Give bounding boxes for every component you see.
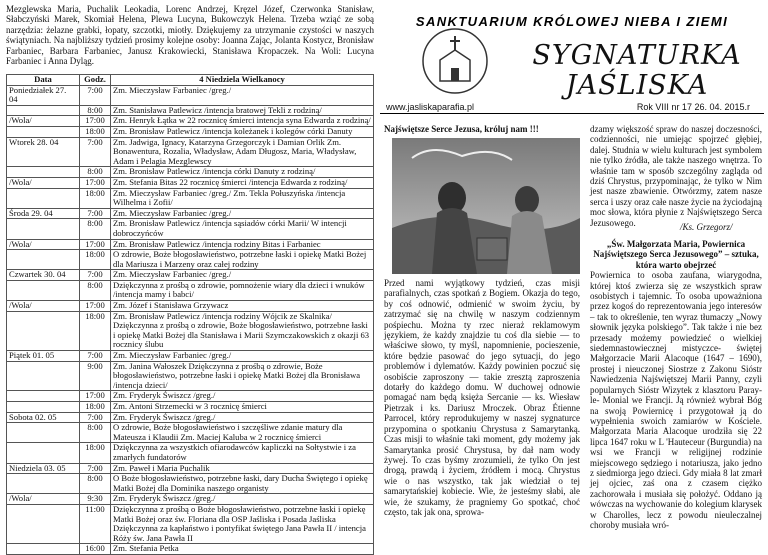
schedule-row [7,544,374,555]
schedule-row [7,443,374,463]
schedule-intention: Zm. Mieczysław Farbaniec /greg./ [111,208,374,219]
schedule-row [7,361,374,391]
schedule-time: 17:00 [80,391,111,402]
schedule-row [7,412,374,423]
schedule-row [7,494,374,505]
schedule-date: /Wola/ [7,494,80,505]
schedule-time: 7:00 [80,208,111,219]
schedule-time: 8:00 [80,423,111,443]
schedule-date [7,423,80,443]
schedule-intention: Zm. Mieczysław Farbaniec /greg./ [111,85,374,105]
schedule-intention: Zm. Bronisław Patlewicz /intencja córki Danuty z rodziną/ [111,167,374,178]
col-date-header: Data [7,75,80,86]
schedule-intention: Zm. Bronisław Patlewicz /intencja sąsiadów córki Marii/ W intencji dobroczyńców [111,219,374,239]
church-logo-icon [420,26,490,96]
schedule-date: /Wola/ [7,239,80,250]
schedule-date [7,504,80,543]
schedule-date [7,474,80,494]
schedule-date [7,250,80,270]
schedule-body [7,85,374,554]
schedule-time: 8:00 [80,280,111,300]
header-divider [380,113,764,114]
schedule-date [7,167,80,178]
schedule-time: 17:00 [80,116,111,127]
schedule-row [7,402,374,413]
schedule-row [7,219,374,239]
schedule-date: /Wola/ [7,301,80,312]
schedule-row [7,351,374,362]
schedule-time: 7:00 [80,270,111,281]
saint-article [590,239,762,530]
schedule-header-row [7,75,374,86]
schedule-date [7,280,80,300]
intro-paragraph: Mezglewska Maria, Puchalik Leokadia, Lorenc Andrzej, Kręzel Józef, Czerwonka Stanisław, Słabczyński Marek, Skomiał Helena, Plewa Lucyna, Bukowczyk Helena. Trzeba wziąć ze sobą narzędzia: żelazne grabki, łopaty, szczotki, miotły. Dziękujemy za utrzymanie czystości w naszych świątyniach. Na najbliższy tydzień prosimy kolejne osoby: Joanna Zając, Jolanta Kostycz, Bronisław Farbaniec, Barbara Farbaniec, Janusz Krakowiecki, Stanisława Kropaczek. Na Woli: Lucyna Farbaniec i Anna Dyląg. [6,4,374,67]
schedule-intention: Zm. Stefania Petka [111,544,374,555]
schedule-row [7,116,374,127]
schedule-row [7,280,374,300]
schedule-row [7,270,374,281]
issue-info: Rok VIII nr 17 26. 04. 2015.r [636,102,750,112]
schedule-row [7,137,374,167]
schedule-row [7,301,374,312]
schedule-row [7,423,374,443]
schedule-intention: O zdrowie, Boże błogosławieństwo i szczęśliwe zdanie matury dla Mateusza i Klaudii Zm. Maciej Kaluba w 2 rocznicę śmierci [111,423,374,443]
schedule-row [7,188,374,208]
schedule-row [7,85,374,105]
schedule-intention: Zm. Bronisław Patlewicz /intencja rodziny Wójcik ze Skalnika/ Dziękczynna z prośbą o zdrowie, Boże błogosławieństwo, potrzebne łaski i opiekę Matki Bożej dla Stanisława i Marii Szymczakowskich z okazji 63 rocznicy ślubu [111,311,374,350]
schedule-row [7,208,374,219]
schedule-intention: Zm. Antoni Strzemecki w 3 rocznicę śmierci [111,402,374,413]
schedule-row [7,239,374,250]
schedule-time: 7:00 [80,463,111,474]
schedule-date: Niedziela 03. 05 [7,463,80,474]
schedule-time: 18:00 [80,188,111,208]
schedule-intention: Zm. Stanisława Patlewicz /intencja bratowej Tekli z rodziną/ [111,105,374,116]
saint-article-title: „Św. Małgorzata Maria, Powiernica Najświętszego Serca Jezusowego” – sztuka, która warto obejrzeć [593,239,759,270]
schedule-time: 11:00 [80,504,111,543]
col-time-header: Godz. [80,75,111,86]
schedule-row [7,105,374,116]
sacred-heart-signature: /Ks. Grzegorz/ [680,222,733,232]
schedule-intention: Zm. Stefania Bitas 22 rocznicę śmierci /intencja Edwarda z rodziną/ [111,177,374,188]
schedule-date [7,126,80,137]
schedule-date: Czwartek 30. 04 [7,270,80,281]
schedule-intention: Zm. Henryk Łątka w 22 rocznicę śmierci intencja syna Edwarda z rodziną/ [111,116,374,127]
schedule-row [7,126,374,137]
schedule-intention: Zm. Józef i Stanisława Grzywacz [111,301,374,312]
schedule-time: 18:00 [80,250,111,270]
schedule-time: 17:00 [80,301,111,312]
schedule-time: 7:00 [80,85,111,105]
schedule-date [7,443,80,463]
schedule-time: 17:00 [80,177,111,188]
schedule-date: Wtorek 28. 04 [7,137,80,167]
schedule-row [7,311,374,350]
schedule-intention: Zm. Jadwiga, Ignacy, Katarzyna Grzegorczyk i Damian Orlik Zm. Bonawentura, Rozalia, Władysław, Adam Długosz, Maria, Władysław, Adam i Pelagia Mezglewscy [111,137,374,167]
schedule-time: 17:00 [80,239,111,250]
schedule-time: 8:00 [80,219,111,239]
schedule-date [7,311,80,350]
saint-article-text: Powiernica to osoba zaufana, wiarygodna, której ktoś zwierza się ze wszystkich spraw osobistych i tajemnic. To osoba upoważniona przez kogoś do reprezentowania jego interesów – tak to określenie, ten wyraz tłumaczy „Nowy słownik języka polskiego”. Tak także i nie bez przesady możemy powiedzieć o wielkiej siedemnastowiecznej mistyczce- świętej Małgorzacie Marii Alacoque (1647 – 1690), prostej i nieuczonej Siostrze z Zakonu Sióstr Nawiedzenia Najświętszej Marii Panny, czyli popularnych Sióstr Wizytek z klasztoru Paray-le- Monial we Francji. Ją również wybrał Bóg na swoją Powiernicę i przygotował ją do wypełnienia swoich zamiarów w Kościele. Małgorzata Maria Alacoque urodziła się 22 lipca 1647 roku w L 'Hauteceur (Burgundia) na wsi we Francji w religijnej rodzinie miejscowego sędziego i notariusza, jako jedno z siedmiorga jego dzieci. Gdy miała 8 lat zmarł jej ojciec, zaś ona z czasem ciężko zachorowała i musiała się położyć. Oddano ją wówczas na wychowanie do kolegium klarysek w Charolles, lecz z powodu nieuleczalnej choroby musiała wró- [590,270,762,530]
schedule-intention: Zm. Fryderyk Świszcz /greg./ [111,412,374,423]
schedule-date [7,361,80,391]
schedule-date [7,105,80,116]
sacred-heart-title: Najświętsze Serce Jezusa, króluj nam !!! [384,124,539,134]
mission-article: Przed nami wyjątkowy tydzień, czas misji parafialnych, czas spotkań z Bogiem. Okazja do tego, by coś odnowić, odmienić w swoim życiu, by zatrzymać się na chwilę w naszym codziennym pośpiechu. Można ty rzec nieraż reklamowym językiem, że każdy znajdzie tu coś dla siebie — to właściwe słowo, ty myśl, napomnienie, pocieszenie, które będzie pasować do jego sytuacji, do jego problemów i dylematów. Każdy powinien poczuć się osobiście zaproszony — takie zresztą zaproszenia dotarły do każdego domu. W duchowej odnowie pomagać nam będą księża Sercanie — ks. Wiesław Pietrzak i ks. Dariusz Mroczek. Obraz Étienne Parrocel, który reprodukujemy w naszej sygnaturce przypomina o spotkaniu Chrystusa z Samarytanką. Czas misji to właśnie taki moment, gdy możemy jak Samarytanka prosić Chrystusa, by dał nam wody żywej. To czas byśmy zrozumieli, że tylko On jest drogą, prawdą i życiem, źródłem i mocą. Chrystus wie o nas wszystko, tak jak wiedział o tej samarytańskiej kobiecie. Wie, że jesteśmy słabi, ale wie, że szukamy, że pragniemy Go spotkać, choć często, tak jak ona, sprowa- [384,278,580,517]
website-link[interactable]: www.jasliskaparafia.pl [386,102,475,112]
schedule-time: 7:00 [80,137,111,167]
samaritan-painting-image [392,138,580,274]
schedule-row [7,474,374,494]
newsletter-header [380,4,764,122]
schedule-intention: Zm. Mieczysław Farbaniec /greg./ [111,351,374,362]
schedule-date: /Wola/ [7,116,80,127]
schedule-date: Środa 29. 04 [7,208,80,219]
schedule-intention: Dziękczynna z prośbą o zdrowie, pomnożenie wiary dla dzieci i wnuków /intencja mamy i babci/ [111,280,374,300]
schedule-row [7,504,374,543]
schedule-date: /Wola/ [7,177,80,188]
schedule-intention: Zm. Fryderyk Świszcz /greg./ [111,494,374,505]
schedule-row [7,463,374,474]
sanctuary-banner: SANKTUARIUM KRÓLOWEJ NIEBA I ZIEMI [415,14,729,29]
schedule-time: 9:30 [80,494,111,505]
schedule-date [7,402,80,413]
schedule-date [7,188,80,208]
schedule-intention: Zm. Fryderyk Świszcz /greg./ [111,391,374,402]
schedule-time: 8:00 [80,167,111,178]
schedule-intention: Zm. Janina Wałoszek Dziękczynna z prośbą o zdrowie, Boże błogosławieństwo, potrzebne łaski i opiekę Matki Bożej dla Bronisława /intencja dzieci/ [111,361,374,391]
schedule-date: Sobota 02. 05 [7,412,80,423]
newsletter-title: SYGNATURKA [532,40,742,71]
schedule-time: 8:00 [80,474,111,494]
schedule-time: 16:00 [80,544,111,555]
schedule-time: 9:00 [80,361,111,391]
schedule-intention: O Boże błogosławieństwo, potrzebne łaski, dary Ducha Świętego i opiekę Matki Bożej dla Dominika naszego organisty [111,474,374,494]
schedule-intention: Dziękczynna z prośbą o Boże błogosławieństwo, potrzebne łaski i opiekę Matki Bożej oraz św. Floriana dla OSP Jaśliska i Posada Jaśliska Dziękczynna za kapłaństwo i pontyfikat świętego Jana Pawła II / intencja Róży św. Jana Pawła II [111,504,374,543]
schedule-date [7,544,80,555]
newsletter-subtitle: JAŚLISKA [565,70,709,101]
schedule-row [7,167,374,178]
schedule-intention: Zm. Bronisław Patlewicz /intencja rodziny Bitas i Farbaniec [111,239,374,250]
schedule-time: 18:00 [80,311,111,350]
schedule-time: 7:00 [80,351,111,362]
schedule-date [7,391,80,402]
col-intention-header: 4 Niedziela Wielkanocy [111,75,374,86]
schedule-intention: Zm. Bronisław Patlewicz /intencja koleżanek i kolegów córki Danuty [111,126,374,137]
schedule-time: 8:00 [80,105,111,116]
schedule-date [7,219,80,239]
schedule-date: Poniedziałek 27. 04 [7,85,80,105]
schedule-row [7,177,374,188]
schedule-row [7,391,374,402]
schedule-intention: Dziękczynna za wszystkich ofiarodawców kapliczki na Sołtystwie i za zmarłych fundatorów [111,443,374,463]
schedule-intention: Zm. Mieczysław Farbaniec /greg./ [111,270,374,281]
schedule-date: Piątek 01. 05 [7,351,80,362]
schedule-row [7,250,374,270]
schedule-intention: Zm. Mieczysław Farbaniec /greg./ Zm. Tekla Połuszyńska /intencja Wilhelma i Zofii/ [111,188,374,208]
schedule-time: 7:00 [80,412,111,423]
schedule-intention: O zdrowie, Boże błogosławieństwo, potrzebne łaski i opiekę Matki Bożej dla Mariusza i Marzeny oraz całej rodziny [111,250,374,270]
schedule-time: 18:00 [80,402,111,413]
mass-schedule-table [6,74,374,555]
schedule-intention: Zm. Paweł i Maria Puchalik [111,463,374,474]
schedule-time: 18:00 [80,126,111,137]
schedule-time: 18:00 [80,443,111,463]
sacred-heart-text: dzamy większość spraw do naszej doczesności, codzienności, nie umiejąc spojrzeć głębiej, dalej. Studnia w wielu kulturach jest symbolem nie tylko źródła, ale także naszego wnętrza. To właśnie tam w sposób szczególny zagląda od dziś Chrystus, przypominając, że tylko w Nim jest nasze zbawienie. Otwórzmy, zatem nasze serca i uszy oraz całe nasze życie na życiodajną moc słowa, która płynie z Najświętszego Serca Jezusowego. [590,124,762,228]
